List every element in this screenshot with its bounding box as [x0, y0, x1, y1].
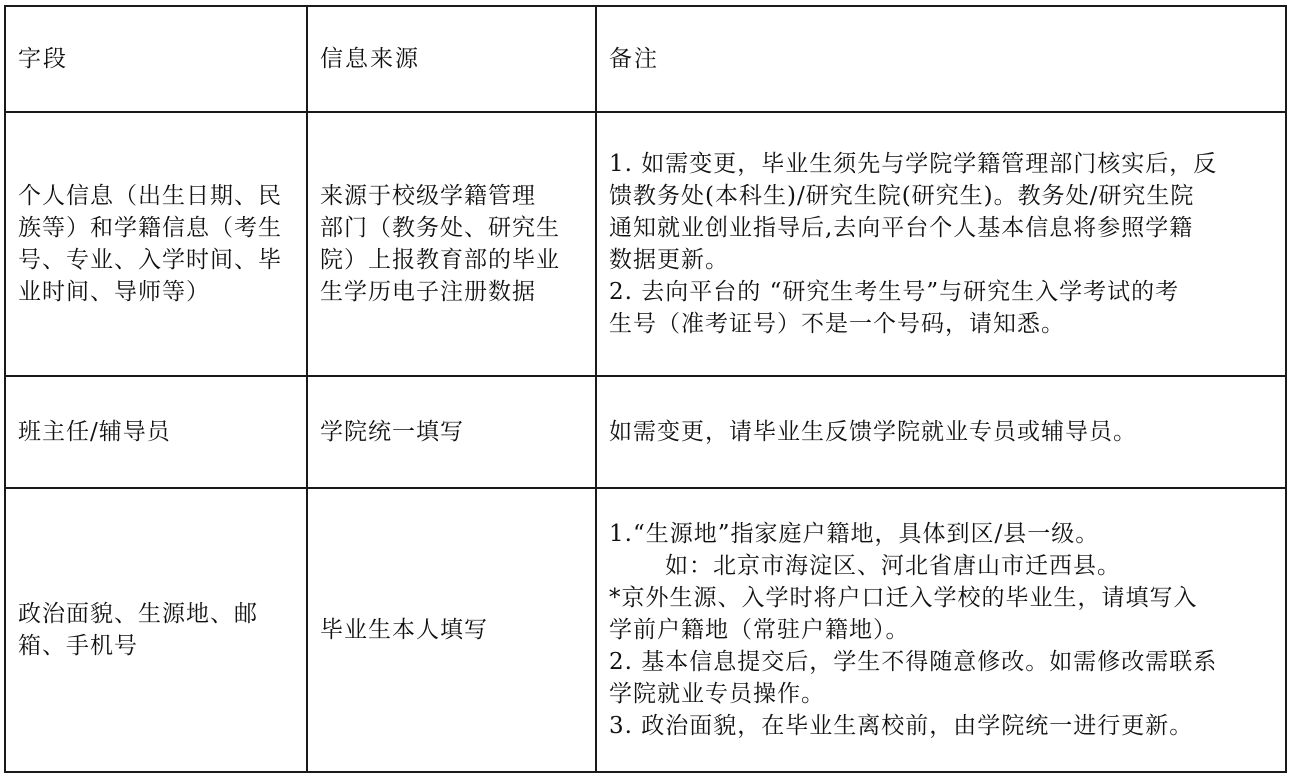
source-line: 生学历电子注册数据: [320, 279, 536, 305]
note-line: 生号（准考证号）不是一个号码，请知悉。: [609, 311, 1065, 337]
source-line: 部门（教务处、研究生: [320, 215, 560, 241]
info-table: [4, 5, 1287, 773]
header-notes: 备注: [596, 6, 1286, 112]
note-line: *京外生源、入学时将户口迁入学校的毕业生，请填写入: [609, 585, 1198, 611]
source-line: 来源于校级学籍管理: [320, 183, 536, 209]
field-cell: [5, 488, 307, 772]
source-cell: [307, 488, 596, 772]
field-line: 政治面貌、生源地、邮: [18, 601, 258, 627]
field-line: 号、专业、入学时间、毕: [18, 247, 282, 273]
notes-cell: [596, 488, 1286, 772]
note-line: 3. 政治面貌，在毕业生离校前，由学院统一进行更新。: [609, 713, 1194, 739]
field-line: 箱、手机号: [18, 633, 138, 659]
header-field: 字段: [5, 6, 307, 112]
table-row: [5, 376, 1286, 488]
note-line: 2. 去向平台的 “研究生考生号”与研究生入学考试的考: [609, 279, 1180, 305]
source-cell: [307, 376, 596, 488]
header-source: 信息来源: [307, 6, 596, 112]
note-line: 2. 基本信息提交后，学生不得随意修改。如需修改需联系: [609, 649, 1218, 675]
source-line: 院）上报教育部的毕业: [320, 247, 560, 273]
source-cell: [307, 112, 596, 376]
table-row: [5, 112, 1286, 376]
note-line: 如：北京市海淀区、河北省唐山市迁西县。: [665, 553, 1121, 579]
source-line: 毕业生本人填写: [320, 617, 488, 643]
field-line: 班主任/辅导员: [18, 419, 171, 445]
note-line: 数据更新。: [609, 247, 729, 273]
field-cell: [5, 376, 307, 488]
note-line: 1.“生源地”指家庭户籍地，具体到区/县一级。: [609, 521, 1100, 547]
field-line: 族等）和学籍信息（考生: [18, 215, 282, 241]
field-line: 业时间、导师等）: [18, 279, 210, 305]
field-line: 个人信息（出生日期、民: [18, 183, 282, 209]
note-line: 如需变更，请毕业生反馈学院就业专员或辅导员。: [609, 419, 1137, 445]
note-line: 1. 如需变更，毕业生须先与学院学籍管理部门核实后，反: [609, 151, 1218, 177]
source-line: 学院统一填写: [320, 419, 464, 445]
note-line: 通知就业创业指导后,去向平台个人基本信息将参照学籍: [609, 215, 1194, 241]
field-cell: [5, 112, 307, 376]
table-row: [5, 488, 1286, 772]
note-line: 学院就业专员操作。: [609, 681, 825, 707]
note-line: 馈教务处(本科生)/研究生院(研究生)。教务处/研究生院: [609, 183, 1195, 209]
notes-cell: [596, 376, 1286, 488]
note-line: 学前户籍地（常驻户籍地）。: [609, 617, 910, 643]
table-header-row: [5, 6, 1286, 112]
notes-cell: [596, 112, 1286, 376]
